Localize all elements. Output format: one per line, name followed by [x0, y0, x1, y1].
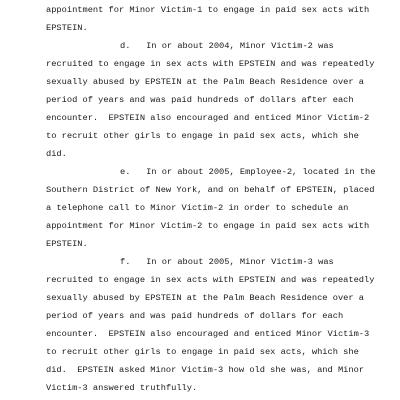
text-line: encounter. EPSTEIN also encouraged and enticed Minor Victim-2 — [46, 113, 370, 123]
text-line: period of years and was paid hundreds of dollars for each — [46, 311, 344, 321]
paragraph-f-start: f. In or about 2005, Minor Victim-3 was — [120, 257, 334, 267]
text-line: EPSTEIN. — [46, 23, 88, 33]
text-line: recruited to engage in sex acts with EPSTEIN and was repeatedly — [46, 59, 375, 69]
text-line: period of years and was paid hundreds of dollars after each — [46, 95, 354, 105]
text-line: sexually abused by EPSTEIN at the Palm Beach Residence over a — [46, 77, 365, 87]
paragraph-e-start: e. In or about 2005, Employee-2, located in the — [120, 167, 376, 177]
text-line: did. — [46, 149, 67, 159]
paragraph-d-start: d. In or about 2004, Minor Victim-2 was — [120, 41, 334, 51]
text-line: a telephone call to Minor Victim-2 in order to schedule an — [46, 203, 349, 213]
text-line: appointment for Minor Victim-1 to engage in paid sex acts with — [46, 5, 370, 15]
text-line: recruited to engage in sex acts with EPSTEIN and was repeatedly — [46, 275, 375, 285]
text-line: to recruit other girls to engage in paid sex acts, which she — [46, 131, 359, 141]
text-line: Victim-3 answered truthfully. — [46, 383, 198, 393]
text-line: EPSTEIN. — [46, 239, 88, 249]
text-line: did. EPSTEIN asked Minor Victim-3 how old she was, and Minor — [46, 365, 365, 375]
text-line: appointment for Minor Victim-2 to engage in paid sex acts with — [46, 221, 370, 231]
text-line: encounter. EPSTEIN also encouraged and enticed Minor Victim-3 — [46, 329, 370, 339]
text-line: sexually abused by EPSTEIN at the Palm Beach Residence over a — [46, 293, 365, 303]
text-line: Southern District of New York, and on behalf of EPSTEIN, placed — [46, 185, 375, 195]
text-line: to recruit other girls to engage in paid sex acts, which she — [46, 347, 359, 357]
